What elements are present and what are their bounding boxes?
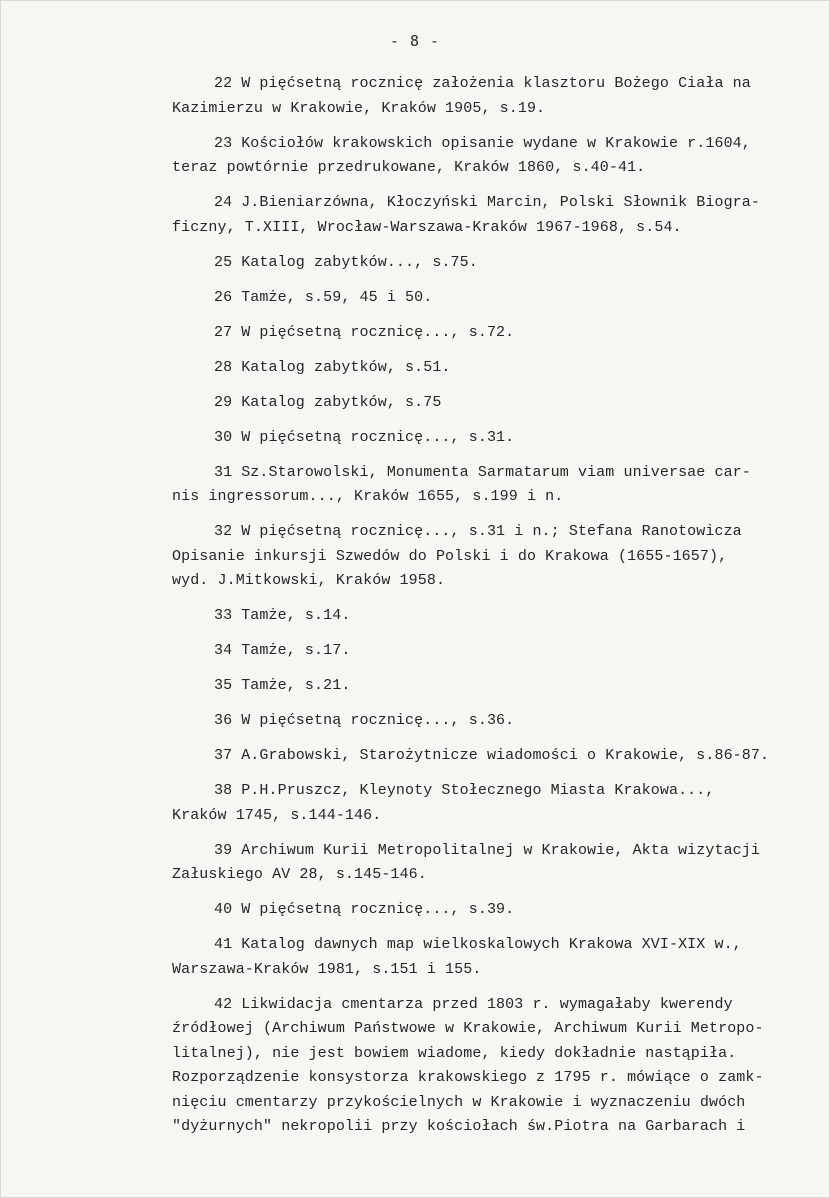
footnote-line: nięciu cmentarzy przykościelnych w Krakowie i wyznaczeniu dwóch [172, 1093, 746, 1111]
footnote-line [172, 779, 822, 804]
footnote-42 [172, 993, 822, 1140]
footnote-number: 31 [214, 463, 233, 481]
footnote-text: Tamże, s.59, 45 i 50. [241, 288, 433, 306]
footnote-number: 41 [214, 936, 233, 953]
footnote-text: P.H.Pruszcz, Kleynoty Stołecznego Miasta Krakowa..., [241, 782, 715, 799]
footnote-text: Katalog zabytków, s.75 [241, 393, 442, 411]
footnote-30 [172, 426, 822, 451]
footnote-number: 40 [214, 901, 233, 918]
footnote-line [172, 461, 822, 486]
footnote-line: źródłowej (Archiwum Państwowe w Krakowie, Archiwum Kurii Metropo- [172, 1020, 764, 1037]
footnote-28 [172, 356, 822, 381]
footnote-line: "dyżurnych" nekropolii przy kościołach św.Piotra na Garbarach i [172, 1118, 746, 1135]
footnote-text: W pięćsetną rocznicę..., s.31 i n.; Stefana Ranotowicza [241, 523, 742, 540]
footnote-35 [172, 674, 822, 699]
footnote-33 [172, 604, 822, 629]
footnote-line: Kazimierzu w Krakowie, Kraków 1905, s.19. [172, 99, 546, 117]
footnote-38 [172, 779, 822, 828]
footnote-line [172, 286, 822, 311]
footnote-text: Tamże, s.21. [241, 677, 351, 694]
footnote-22 [172, 72, 822, 121]
footnote-line [172, 191, 822, 216]
footnote-number: 42 [214, 995, 233, 1013]
footnote-31 [172, 461, 822, 510]
footnote-number: 27 [214, 323, 233, 341]
footnote-37 [172, 744, 822, 769]
footnote-text: Archiwum Kurii Metropolitalnej w Krakowie, Akta wizytacji [241, 841, 760, 859]
footnote-number: 26 [214, 288, 233, 306]
footnote-line [172, 933, 822, 958]
footnote-40 [172, 898, 822, 923]
footnote-number: 28 [214, 358, 233, 376]
footnote-34 [172, 639, 822, 664]
footnote-number: 37 [214, 747, 233, 764]
footnote-line [172, 426, 822, 451]
footnote-line [172, 72, 822, 97]
footnote-number: 38 [214, 782, 233, 799]
footnote-line [172, 744, 822, 769]
footnote-number: 25 [214, 253, 233, 271]
footnote-number: 35 [214, 677, 233, 694]
footnote-29 [172, 391, 822, 416]
footnote-number: 33 [214, 607, 233, 624]
footnote-line [172, 898, 822, 923]
footnote-text: Tamże, s.17. [241, 642, 351, 659]
footnote-text: A.Grabowski, Starożytnicze wiadomości o Krakowie, s.86-87. [241, 747, 770, 764]
footnote-text: Katalog zabytków, s.51. [241, 358, 451, 376]
footnote-line: teraz powtórnie przedrukowane, Kraków 1860, s.40-41. [172, 159, 646, 176]
footnote-27 [172, 321, 822, 346]
footnote-line: litalnej), nie jest bowiem wiadome, kiedy dokładnie nastąpiła. [172, 1044, 737, 1062]
footnote-26 [172, 286, 822, 311]
footnote-line: Załuskiego AV 28, s.145-146. [172, 866, 427, 883]
footnote-line [172, 993, 822, 1018]
footnote-line [172, 132, 822, 157]
footnote-number: 30 [214, 428, 233, 446]
footnote-line [172, 391, 822, 416]
footnote-number: 23 [214, 134, 233, 152]
footnote-text: Katalog zabytków..., s.75. [241, 253, 478, 271]
footnote-number: 39 [214, 841, 233, 859]
footnote-line [172, 604, 822, 629]
footnote-line: Rozporządzenie konsystorza krakowskiego z 1795 r. mówiące o zamk- [172, 1069, 764, 1086]
footnote-line: Kraków 1745, s.144-146. [172, 806, 382, 824]
footnote-number: 22 [214, 75, 233, 92]
footnote-line [172, 839, 822, 864]
footnote-line: wyd. J.Mitkowski, Kraków 1958. [172, 572, 446, 589]
footnote-number: 36 [214, 712, 233, 729]
footnote-text: W pięćsetną rocznicę założenia klasztoru Bożego Ciała na [241, 75, 751, 92]
footnote-39 [172, 839, 822, 888]
footnote-line: Opisanie inkursji Szwedów do Polski i do Krakowa (1655-1657), [172, 547, 728, 565]
footnote-line [172, 520, 822, 545]
footnote-number: 32 [214, 523, 233, 540]
footnote-line [172, 639, 822, 664]
footnotes-list [172, 72, 822, 1150]
footnote-text: Likwidacja cmentarza przed 1803 r. wymagałaby kwerendy [241, 995, 733, 1013]
footnote-text: W pięćsetną rocznicę..., s.39. [241, 901, 515, 918]
footnote-line: ficzny, T.XIII, Wrocław-Warszawa-Kraków 1967-1968, s.54. [172, 218, 682, 236]
footnote-line [172, 356, 822, 381]
footnote-line: Warszawa-Kraków 1981, s.151 i 155. [172, 960, 482, 978]
footnote-32 [172, 520, 822, 594]
footnote-line: nis ingressorum..., Kraków 1655, s.199 i n. [172, 488, 564, 505]
footnote-text: W pięćsetną rocznicę..., s.31. [241, 428, 515, 446]
footnote-36 [172, 709, 822, 734]
footnote-line [172, 709, 822, 734]
footnote-text: J.Bieniarzówna, Kłoczyński Marcin, Polski Słownik Biogra- [241, 194, 760, 211]
footnote-text: Katalog dawnych map wielkoskalowych Krakowa XVI-XIX w., [241, 936, 742, 953]
footnote-text: W pięćsetną rocznicę..., s.72. [241, 323, 515, 341]
footnote-line [172, 251, 822, 276]
footnote-25 [172, 251, 822, 276]
footnote-41 [172, 933, 822, 982]
footnote-line [172, 674, 822, 699]
page-number: - 8 - [389, 32, 441, 50]
footnote-text: Tamże, s.14. [241, 607, 351, 624]
footnote-text: Kościołów krakowskich opisanie wydane w Krakowie r.1604, [241, 134, 751, 152]
footnote-text: W pięćsetną rocznicę..., s.36. [241, 712, 515, 729]
footnote-24 [172, 191, 822, 240]
footnote-number: 29 [214, 393, 233, 411]
footnote-23 [172, 132, 822, 181]
footnote-number: 34 [214, 642, 233, 659]
footnote-number: 24 [214, 194, 233, 211]
footnote-text: Sz.Starowolski, Monumenta Sarmatarum viam universae car- [241, 463, 751, 481]
footnote-line [172, 321, 822, 346]
